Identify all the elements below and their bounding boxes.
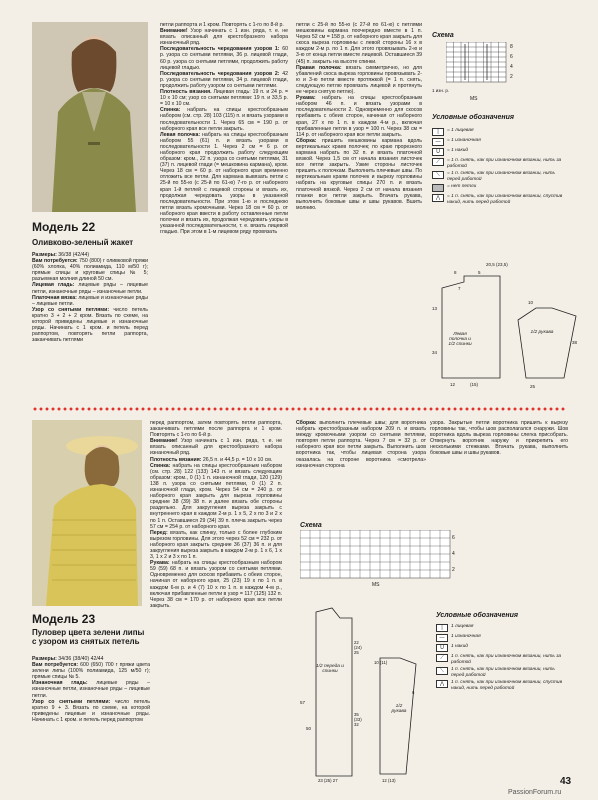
model-22-schema-grid (446, 42, 516, 91)
model-23-ms: MS (372, 582, 380, 588)
legend-row: ⋀ 1 п. снять, как при изнаночном вязании, спустив накид, нить перед работой (436, 680, 568, 691)
model-22-col2: петли раппорта и 1 кром. Повторять с 1-го по 8-й р. Внимание! Узор начинать с 1 изн. ряда, т. е. не вязать описанный для крестобразного набора изнаночный ряд. Последовательность чередования узоров 1: 60 р. узора со снятыми петлями, 36 р. лицевой глади, 60 р. узора со снятыми петлями, продолжить работу лицевой гладью. Последовательность чередования узоров 2: 42 р. узора со снятыми петлями, 34 р. лицевой глади, продолжить работу узором со снятыми петлями. Плотность вязания. Лицевая гладь: 19 п. и 24 р. = 10 х 10 см; узор со снятыми петлями: 19 п. и 33,5 р. = 10 х 10 см. Спинка: набрать на спицы крестообразным набором (см. стр. 28) 103 (115) п. и вязать узорами в последовательности 1. Через 65 см = 190 р. от наборного края все петли закрыть. Левая полочка: набрать на спицы крестообразным набором 55 (61) п. и вязать узорами в последовательности 1. Через 2 см = 6 р. от наборного края продолжить работу следующим образом: кром., 22 п. узора со снятыми петлями, 31 (37) п. лицевой глади (= мешковина кармана), кром. Через 18 см = 60 р. от наборного края временно отложить все петли. Для кармана вывязать петли с 25-й по 55-ю (с 25-й по 61-ю) 7-го р. от наборного края 1-й петлей с лицевой стороны и вязать их, продолжая чередовать узоры в указанной последовательности. При этом 1-ю и последнюю петли вязать кромочными. Через 18 см = 60 р. от наборного края ввести в работу оставленные петли полочки и вязать их, продолжая чередовать узоры в указанной последовательности, т. е. вязать лицевой гладью. При этом в 1-м лицевом ряду провязать (160, 22, 288, 236)
model-23-schema-grid (300, 530, 460, 595)
legend-row: ⋀ = 1 п. снять, как при изнаночном вязании, спустив накид, нить перед работой (432, 194, 567, 205)
legend-row: = нет петли (432, 184, 567, 192)
dim-10: 10 (528, 300, 534, 305)
model-23-pattern (296, 598, 436, 793)
legend-row: ⟍ = 1 п. снять, как при изнаночном вязании, нить перед работой (432, 171, 567, 182)
model-23-legend-title: Условные обозначения (436, 612, 519, 619)
model-22-legend-title: Условные обозначения (432, 114, 515, 121)
dim-50: 50 (306, 726, 312, 731)
dim-12-23: 12 (13) (382, 778, 396, 783)
page-number: 43 (560, 776, 572, 787)
dim-22: 22 (24) 25 (354, 640, 362, 655)
section-divider (32, 407, 567, 411)
model-23-title: Модель 23 (32, 612, 96, 626)
model-23-schema-label: Схема (300, 522, 322, 529)
legend-row: | 1 лицевая (436, 624, 568, 632)
legend-row: U = 1 накид (432, 148, 567, 156)
model-23-col3: Сборка: выполнить плечевые швы; для воротника набрать крестообразным набором 209 п. и вязать между кромочными узором со снятыми петлями, повторяя петли раппорта. Через 7 см = 32 р. от наборного края все петли закрыть. Выполнить шов воротника так, чтобы лицевая сторона узора оказалась на стороне воротника «смотрела» изнаночная сторона (296, 420, 426, 469)
dim-57: 57 (300, 700, 306, 705)
model-22-photo (32, 22, 148, 212)
dim-8: 8 (454, 270, 457, 275)
dim-25: 25 (530, 384, 536, 389)
legend-row: ⟋ = 1 п. снять, как при изнаночном вязании, нить за работой (432, 158, 567, 169)
model-23-photo (32, 420, 142, 606)
dim-15: (15) (470, 382, 479, 387)
dim-5: 5 (478, 270, 481, 275)
model-22-materials: Размеры: 36/38 (42/44) Вам потребуется: 750 (800) г оливковой пряжи (60% хлопка, 40% полиамида, 110 м/50 г); прямые спицы и круговые спицы № 5; разъемная молния длиной 50 см. Лицевая гладь: лицевые ряды – лицевые петли, изнаночные ряды – изнаночные петли. Платочная вязка: лицевые и изнаночные ряды – лицевые петли. Узор со снятыми петлями: число петель кратно 3 + 2 + 2 кром. Вязать по схеме, на которой приведены лицевые и изнаночные ряды. Начинать с 1 кром. и петель перед раппортом, повторять петли раппорта, заканчивать петлями (32, 252, 148, 344)
model-23-subtitle: Пуловер цвета зелени липы с узором из снятых петель (32, 628, 145, 646)
dim-13: 13 (432, 306, 438, 311)
dim-38: 38 (572, 340, 578, 345)
model-22-title: Модель 22 (32, 220, 96, 234)
legend-row: — = 1 изнаночная (432, 138, 567, 146)
model-22-ms: MS (470, 96, 478, 102)
left-front-label: Левая полочка и 1/2 спинки (448, 332, 472, 347)
dim-2325: 23 (25) 27 (318, 778, 338, 783)
model-23-materials: Размеры: 34/36 (38/40) 42/44 Вам потребуется: 600 (650) 700 г пряжи цвета зелени липы (100% полиамида, 125 м/50 г); прямые спицы № 5. Изнаночная гладь: лицевые ряды – изнаночные петли, изнаночные ряды – лицевые петли. Узор со снятыми петлями: число петель кратно 9 + 3. Вязать по схеме, на которой приведены лицевые и изнаночные ряды. Начинать с 1 кром. и петель перед раппортом (32, 656, 150, 723)
dim-35: 35 (33) 32 (354, 712, 362, 727)
dim-10-23: 10 (11) (374, 660, 388, 665)
model-23-legend (436, 624, 568, 694)
sleeve-label-22: 1/2 рукава (530, 330, 554, 335)
dim-6: 6 (412, 690, 415, 695)
model-22-pattern (428, 248, 578, 403)
model-22-subtitle: Оливково-зеленый жакет (32, 238, 134, 247)
sleeve-label-23: 1/2 рукава (391, 704, 407, 714)
model-22-legend (432, 128, 567, 208)
dim-7: 7 (458, 286, 461, 291)
model-23-col4: узора. Закрытые петли воротника пришить к вырезу горловины так, чтобы шов располагался снаружи. Шов воротника вдоль выреза горловины слегка присобрать. Отвернуть воротник наружу и прикрепить его несколькими стежками. Втачать рукава, выполнить боковые швы и швы рукавов. (430, 420, 568, 457)
dim-top: 20,5 (23,5) (486, 262, 508, 267)
model-22-row-numbers: 8 6 4 2 (510, 44, 513, 80)
legend-row: ⟍ 1 п. снять, как при изнаночном вязании, нить перед работой (436, 667, 568, 678)
model-22-schema-note: 1 изн. р. (432, 88, 450, 93)
model-22-schema-label: Схема (432, 32, 454, 39)
model-22-col3: петли с 25-й по 55-ю (с 27-й по 61-ю) с петлями мешковины кармана поочередно вместе в 1 п. Через 52 см = 158 р. от наборного края закрыть для скоса выреза горловины с левой стороны 16 х в каждом 2-м р. по 1 п. Для этого провязывать 2-ю и 3-ю от конца петли вместе лицевой. Оставшиеся 39 (45) п. закрыть на высоте спинки. Правая полочка: вязать симметрично, но для убавлений скоса выреза горловины провязывать 2-ю и 3-ю петли вместе протяжкой (= 1 п. снять, следующую петлю провязать лицевой и протянуть ее через снятую петлю). Рукава: набрать на спицы крестообразным набором 46 п. и вязать узорами в последовательности 2. Одновременно для скосов прибавить с обеих сторон, начиная от наборного края, 27 х по 1 п. в каждом 4-м р., включая прибавленные петли в узор = 100 п. Через 38 см = 114 р. от наборного края все петли закрыть. Сборка: пришить мешковины кармана вдоль вертикальных краев полочек; по краю прорезного кармана набрать по 32 п. и вязать платочной вязкой. Через 1,5 см от начала вязания листочек все петли закрыть. Узкие стороны листочек пришить к полочкам. Выполнить плечевые швы. По вертикальным краям полочек и вырезу горловины набрать на круговые спицы 270 п. и вязать платочной вязкой. Через 2 см от начала вязания планки все петли закрыть. Втачать рукава, выполнить боковые швы и швы рукавов. Вшить молнию. (296, 22, 422, 211)
legend-row: — 1 изнаночная (436, 634, 568, 642)
model-23-row-numbers: 6 4 2 (452, 535, 455, 573)
watermark: PassionForum.ru (508, 789, 562, 796)
dim-34: 34 (432, 350, 438, 355)
legend-row: U 1 накид (436, 644, 568, 652)
legend-row: ⟋ 1 п. снять, как при изнаночном вязании, нить за работой (436, 654, 568, 665)
front-label-23: 1/2 переда и спинки (316, 664, 344, 674)
legend-row: | = 1 лицевая (432, 128, 567, 136)
dim-12: 12 (450, 382, 456, 387)
model-23-col2: перед раппортом, затем повторять петли раппорта, заканчивать петлями после раппорта и 1 кром. Повторять с 1-го по 6-й р. Внимание! Узор начинать с 1 изн. ряда, т. е. не вязать описанный для крестообразного набора изнаночный ряд. Плотность вязания: 26,5 п. и 44,5 р. = 10 х 10 см. Спинка: набрать на спицы крестообразным набором (см. стр. 28) 122 (133) 143 п. и вязать следующим образом: кром., 0 (1) 1 п. изнаночной глади, 120 (129) 138 п. узора со снятыми петлями, 0 (1) 2 п. изнаночной глади, кром. Через 54 см = 240 р. от наборного края закрыть для выреза горловины средние 38 (39) 38 п. и далее вязать обе стороны раздельно. Для закругления выреза закрыть с внутреннего края в каждом 2-м р. 1 х 5, 2 х по 3 и 2 х по 1 п. Оставшиеся 29 (34) 39 п. плеча закрыть через 57 см = 254 р. от наборного края. Перед: вязать, как спинку, только с более глубоким вырезом горловины. Для этого через 52 см = 232 р. от наборного края закрыть средние 36 (37) 36 п. и для закругления выреза закрыть в каждом 2-м р. 1 х 6, 1 х 3, 1 х 2 и 3 х по 1 п. Рукава: набрать на спицы крестообразным набором 59 (59) 68 п. и вязать узором со снятыми петлями. Одновременно для скосов прибавить с обеих сторон, начиная от наборного края, 25 (23) 19 х по 1 п. в каждом 6-м р. и 4 (7) 10 х по 1 п. в каждом 4-м р., включая прибавленные петли в узор = 117 (125) 132 п. Через 38 см = 170 р. от наборного края все петли закрыть. (150, 420, 282, 609)
